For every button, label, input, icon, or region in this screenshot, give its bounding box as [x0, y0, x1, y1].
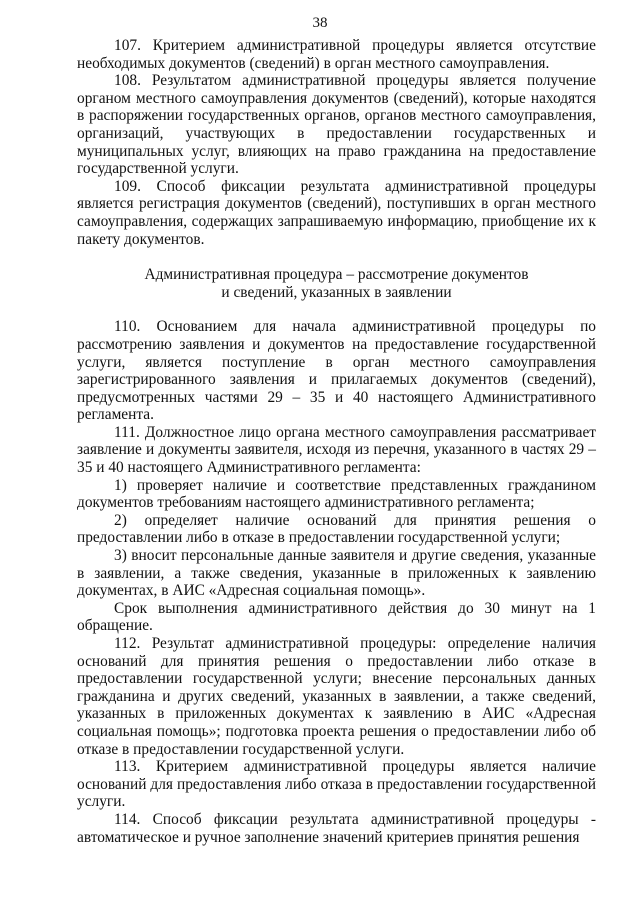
document-body: [77, 37, 596, 846]
list-item-2: 2) определяет наличие оснований для принятия решения о предоставлении либо в отказе в предоставлении государственной услуги;: [77, 511, 596, 547]
paragraph-108: 108. Результатом административной процедуры является получение органом местного самоуправления документов (сведений), которые находятся в распоряжении государственных органов, органов местного самоуправления, организаций, участвующих в предоставлении государственных и муниципальных услуг, влияющих на право гражданина на предоставление государственной услуги.: [77, 72, 596, 178]
section-heading: [77, 266, 596, 301]
paragraph-111: 111. Должностное лицо органа местного самоуправления рассматривает заявление и документы заявителя, исходя из перечня, указанного в частях 29 – 35 и 40 настоящего Административного регламента:: [77, 423, 596, 477]
section-heading-line-1: Административная процедура – рассмотрение документов: [144, 266, 529, 284]
paragraph-107: 107. Критерием административной процедуры является отсутствие необходимых документов (сведений) в орган местного самоуправления.: [77, 37, 596, 72]
paragraph-114: 114. Способ фиксации результата административной процедуры - автоматическое и ручное заполнение значений критериев принятия решения: [77, 810, 596, 846]
paragraph-109: 109. Способ фиксации результата административной процедуры является регистрация документов (сведений), поступивших в орган местного самоуправления, содержащих запрашиваемую информацию, приобщение их к пакету документов.: [77, 177, 596, 248]
paragraph-112: 112. Результат административной процедуры: определение наличия оснований для принятия решения о предоставлении либо отказе в предоставлении государственной услуги; внесение персональных данных гражданина и других сведений, указанных в заявлении, а также сведений, указанных в приложенных документах к заявлению в АИС «Адресная социальная помощь»; подготовка проекта решения о предоставлении либо об отказе в предоставлении государственной услуги.: [77, 635, 596, 758]
paragraph-110: 110. Основанием для начала административной процедуры по рассмотрению заявления и документов на предоставление государственной услуги, является поступление в орган местного самоуправления зарегистрированного заявления и прилагаемых документов (сведений), предусмотренных частями 29 – 35 и 40 настоящего Административного регламента.: [77, 318, 596, 424]
paragraph-time-limit: Срок выполнения административного действия до 30 минут на 1 обращение.: [77, 599, 596, 635]
page-number: 38: [312, 15, 328, 31]
list-item-1: 1) проверяет наличие и соответствие представленных гражданином документов требованиям настоящего административного регламента;: [77, 476, 596, 512]
list-item-3: 3) вносит персональные данные заявителя и другие сведения, указанные в заявлении, а также сведения, указанные в приложенных к заявлению документах, в АИС «Адресная социальная помощь».: [77, 547, 596, 600]
paragraph-113: 113. Критерием административной процедуры является наличие оснований для предоставления либо отказа в предоставлении государственной услуги.: [77, 758, 596, 811]
section-heading-line-2: и сведений, указанных в заявлении: [221, 283, 452, 301]
